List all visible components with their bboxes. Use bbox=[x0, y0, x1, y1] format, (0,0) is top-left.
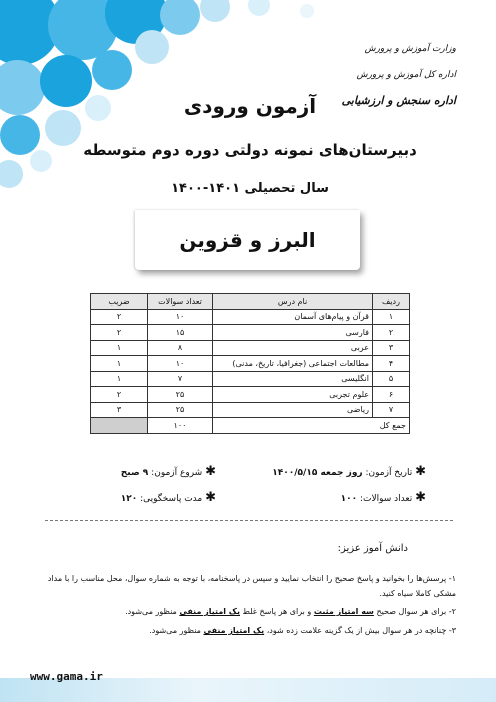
instruction-2-text-b: و برای هر پاسخ غلط bbox=[242, 607, 312, 616]
province-box bbox=[135, 210, 360, 270]
cell-row: ۶ bbox=[373, 387, 410, 403]
instruction-3 bbox=[36, 623, 456, 638]
cell-row: ۳ bbox=[373, 340, 410, 356]
instruction-2-emphasis-a: سه امتیاز مثبت bbox=[313, 607, 374, 616]
cell-subject: قرآن و پیام‌های آسمان bbox=[213, 309, 373, 325]
cell-coef: ۱ bbox=[91, 340, 148, 356]
instruction-3-emphasis: یک امتیاز منفی bbox=[203, 626, 265, 635]
office-label: اداره سنجش و ارزشیابی bbox=[341, 94, 456, 107]
instruction-3-text-b: منظور می‌شود. bbox=[149, 626, 201, 635]
cell-subject: انگلیسی bbox=[213, 371, 373, 387]
cell-subject: فارسی bbox=[213, 325, 373, 341]
star-icon: ✱ bbox=[205, 490, 216, 505]
instruction-2-text-c: منظور می‌شود. bbox=[125, 607, 177, 616]
cell-row: ۵ bbox=[373, 371, 410, 387]
instruction-2-text-a: ۲- برای هر سوال صحیح bbox=[376, 607, 456, 616]
exam-date-value: روز جمعه ۱۴۰۰/۵/۱۵ bbox=[272, 468, 363, 478]
table-row bbox=[91, 402, 410, 418]
question-count bbox=[341, 490, 426, 505]
table-total-row bbox=[91, 418, 410, 434]
col-count: تعداد سوالات bbox=[148, 294, 213, 310]
instruction-2 bbox=[36, 604, 456, 619]
cell-row: ۲ bbox=[373, 325, 410, 341]
col-subject: نام درس bbox=[213, 294, 373, 310]
cell-coef: ۱ bbox=[91, 356, 148, 372]
total-empty-cell bbox=[91, 418, 148, 434]
greeting: دانش آموز عزیز: bbox=[337, 543, 408, 554]
star-icon: ✱ bbox=[415, 490, 426, 505]
question-count-label: تعداد سوالات: bbox=[359, 494, 413, 504]
cell-count: ۱۵ bbox=[148, 325, 213, 341]
province-name: البرز و قزوین bbox=[179, 228, 316, 252]
page-title: آزمون ورودی bbox=[183, 94, 317, 118]
col-coef: ضریب bbox=[91, 294, 148, 310]
ministry-label: وزارت آموزش و پرورش bbox=[364, 44, 456, 54]
cell-subject: مطالعات اجتماعی (جغرافیا، تاریخ، مدنی) bbox=[213, 356, 373, 372]
table-row bbox=[91, 356, 410, 372]
star-icon: ✱ bbox=[205, 464, 216, 479]
cell-coef: ۲ bbox=[91, 325, 148, 341]
total-value: ۱۰۰ bbox=[148, 418, 213, 434]
directorate-label: اداره کل آموزش و پرورش bbox=[356, 70, 456, 80]
cell-coef: ۱ bbox=[91, 371, 148, 387]
exam-duration-label: مدت پاسخگویی: bbox=[140, 494, 203, 504]
cell-subject: ریاضی bbox=[213, 402, 373, 418]
exam-duration bbox=[121, 490, 216, 505]
table-row bbox=[91, 371, 410, 387]
cell-coef: ۳ bbox=[91, 402, 148, 418]
exam-start bbox=[121, 464, 216, 479]
exam-duration-value: ۱۲۰ bbox=[120, 494, 138, 504]
table-row bbox=[91, 309, 410, 325]
cell-row: ۱ bbox=[373, 309, 410, 325]
cell-coef: ۲ bbox=[91, 387, 148, 403]
exam-start-value: ۹ صبح bbox=[120, 468, 149, 478]
subjects-table bbox=[90, 293, 410, 434]
instruction-3-text-a: ۳- چنانچه در هر سوال بیش از یک گزینه علامت زده شود، bbox=[266, 626, 456, 635]
cell-count: ۲۵ bbox=[148, 387, 213, 403]
table-row bbox=[91, 340, 410, 356]
instruction-2-emphasis-b: یک امتیاز منفی bbox=[179, 607, 240, 616]
instruction-1: ۱- پرسش‌ها را بخوانید و پاسخ صحیح را انتخاب نمایید و سپس در پاسخنامه، با توجه به شماره سوال، محل مناسب را با مداد مشکی کاملا سیاه کنید. bbox=[47, 574, 456, 598]
cell-subject: عربی bbox=[213, 340, 373, 356]
table-row bbox=[91, 387, 410, 403]
cell-count: ۸ bbox=[148, 340, 213, 356]
exam-start-label: شروع آزمون: bbox=[151, 468, 203, 478]
table-row bbox=[91, 325, 410, 341]
cell-coef: ۲ bbox=[91, 309, 148, 325]
cell-count: ۷ bbox=[148, 371, 213, 387]
question-count-value: ۱۰۰ bbox=[340, 494, 358, 504]
exam-date bbox=[272, 464, 426, 479]
page-subtitle: دبیرستان‌های نمونه دولتی دوره دوم متوسطه bbox=[83, 141, 417, 159]
website-link[interactable]: www.gama.ir bbox=[30, 670, 103, 683]
cell-row: ۷ bbox=[373, 402, 410, 418]
divider bbox=[45, 520, 453, 521]
star-icon: ✱ bbox=[415, 464, 426, 479]
cell-row: ۴ bbox=[373, 356, 410, 372]
col-row: ردیف bbox=[373, 294, 410, 310]
exam-date-label: تاریخ آزمون: bbox=[365, 468, 413, 478]
cell-subject: علوم تجربی bbox=[213, 387, 373, 403]
cell-count: ۱۰ bbox=[148, 309, 213, 325]
academic-year: سال تحصیلی ۱۴۰۱-۱۴۰۰ bbox=[171, 181, 329, 196]
total-label: جمع کل bbox=[213, 418, 410, 434]
cell-count: ۱۰ bbox=[148, 356, 213, 372]
cell-count: ۲۵ bbox=[148, 402, 213, 418]
table-header-row bbox=[91, 294, 410, 310]
